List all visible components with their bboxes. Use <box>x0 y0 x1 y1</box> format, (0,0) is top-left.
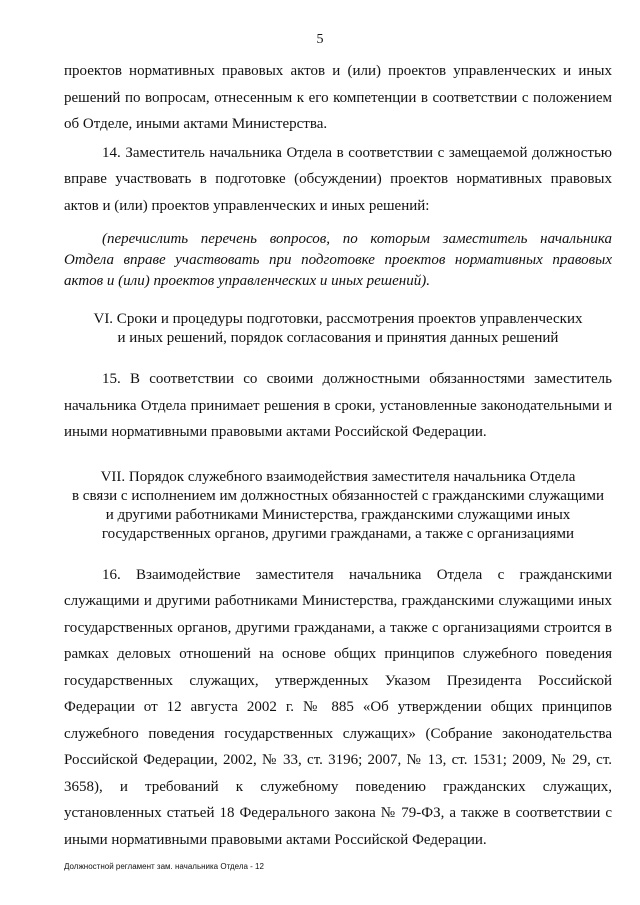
document-footer: Должностной регламент зам. начальника Отдела - 12 <box>64 862 264 871</box>
section-heading-vii <box>64 468 612 544</box>
page-number: 5 <box>316 32 324 47</box>
heading-line: VI. Сроки и процедуры подготовки, рассмотрения проектов управленческих <box>93 311 583 327</box>
heading-line: в связи с исполнением им должностных обязанностей с гражданскими служащими <box>71 487 605 504</box>
paragraph-14: 14. Заместитель начальника Отдела в соответствии с замещаемой должностью вправе участвовать в подготовке (обсуждении) проектов нормативных правовых актов и (или) проектов управленческих и иных решений: <box>64 144 612 214</box>
document-body <box>64 58 612 853</box>
paragraph-16: 16. Взаимодействие заместителя начальника Отдела с гражданскими служащими и другими работниками Министерства, гражданскими служащими иных государственных органов, другими гражданами, а также с организациями строится в рамках деловых отношений на основе общих принципов служебного поведения государственных служащих, утвержденных Указом Президента Российской Федерации от 12 августа 2002 г. № 885 «Об утверждении общих принципов служебного поведения государственных служащих» (Собрание законодательства Российской Федерации, 2002, № 33, ст. 3196; 2007, № 13, ст. 1531; 2009, № 29, ст. 3658), и требований к служебному поведению гражданских служащих, установленных статьей 18 Федерального закона № 79-ФЗ, а также в соответствии с иными нормативными правовыми актами Российской Федерации. <box>64 566 612 848</box>
heading-line: VII. Порядок служебного взаимодействия заместителя начальника Отдела <box>100 468 576 485</box>
paragraph-14-placeholder: (перечислить перечень вопросов, по которым заместитель начальника Отдела вправе участвовать при подготовке проектов нормативных правовых актов и (или) проектов управленческих и иных решений). <box>64 231 612 289</box>
paragraph-continuation: проектов нормативных правовых актов и (или) проектов управленческих и иных решений по вопросам, отнесенным к его компетенции в соответствии с положением об Отделе, иными актами Министерства. <box>64 63 612 132</box>
heading-line: и другими работниками Министерства, гражданскими служащими иных <box>105 506 571 523</box>
heading-line: и иных решений, порядок согласования и принятия данных решений <box>117 330 559 346</box>
heading-line: государственных органов, другими гражданами, а также с организациями <box>101 525 575 542</box>
paragraph-15: 15. В соответствии со своими должностными обязанностями заместитель начальника Отдела принимает решения в сроки, установленные законодательными и иными нормативными правовыми актами Российской Федерации. <box>64 371 612 440</box>
section-heading-vi <box>64 310 612 348</box>
